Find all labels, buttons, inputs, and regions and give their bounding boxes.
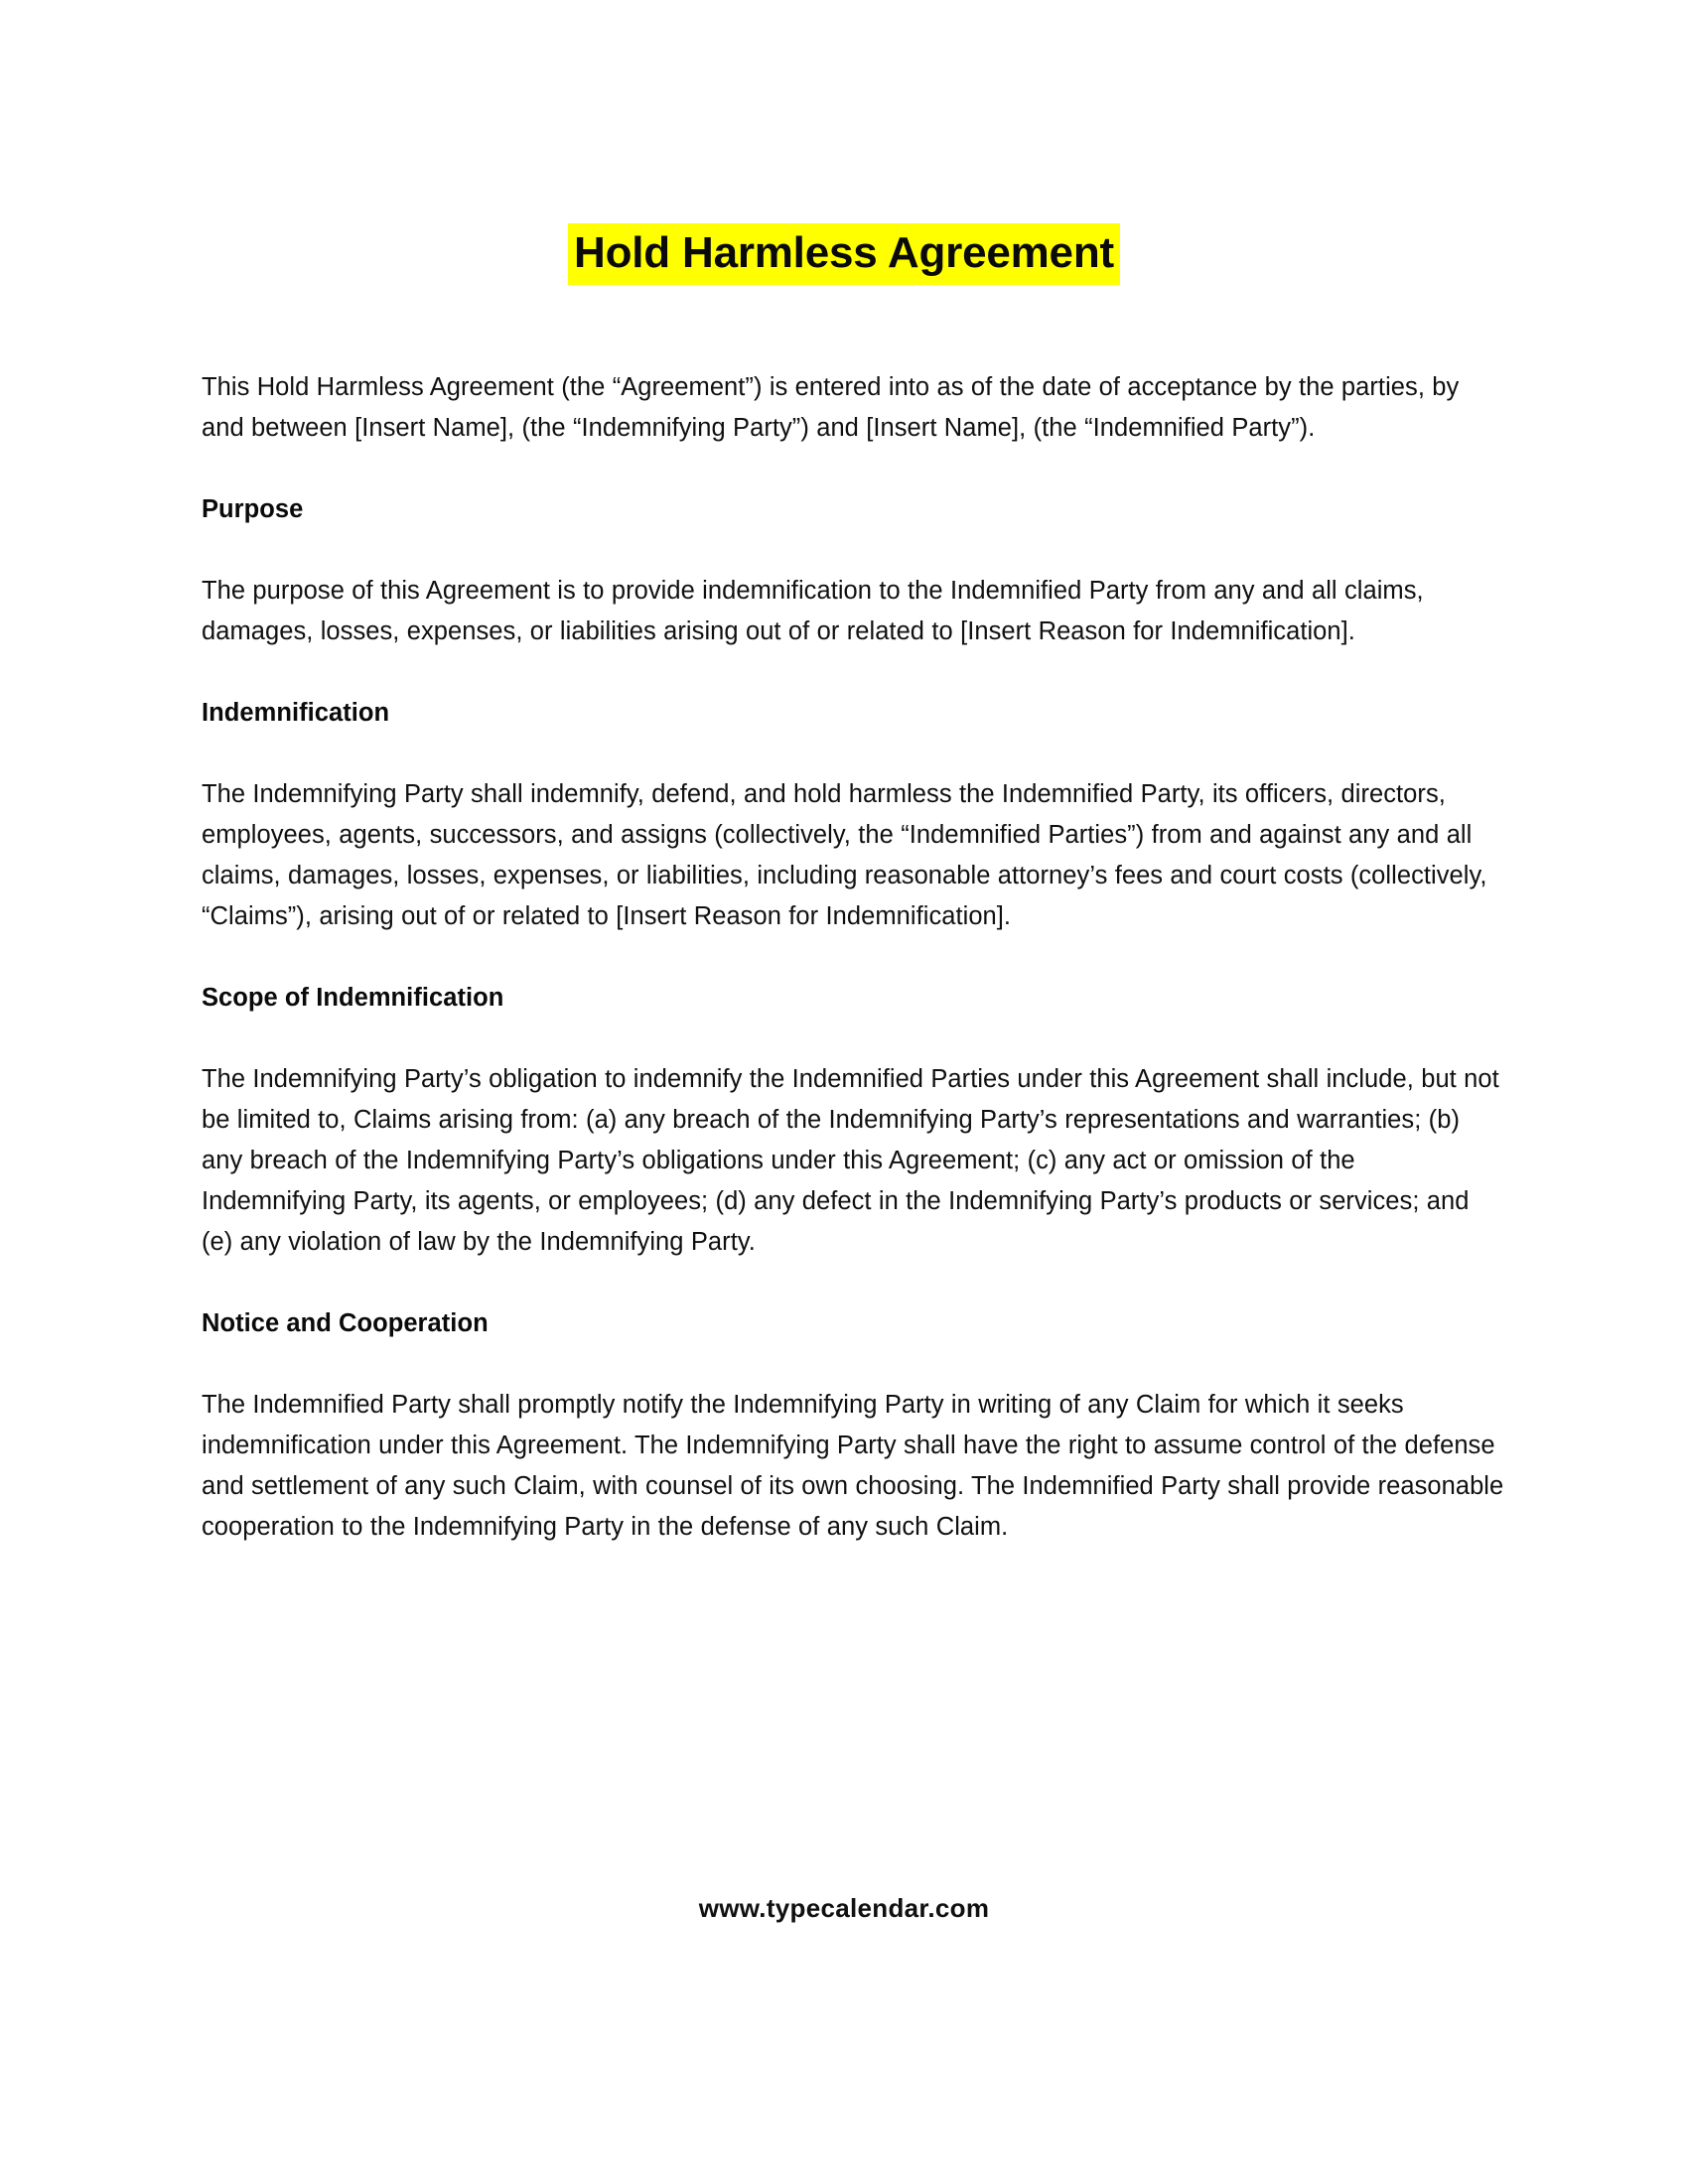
heading-spacer [202, 1019, 1504, 1059]
document-footer [0, 1891, 1688, 1925]
paragraph-spacer [202, 449, 1504, 489]
section-paragraph-scope-of-indemnification: The Indemnifying Party’s obligation to indemnify the Indemnified Parties under this Agreement shall include, but not be limited to, Claims arising from: (a) any breach of the Indemnifying Party’s representations and warranties; (b) any breach of the Indemnifying Party’s obligations under this Agreement; (c) any act or omission of the Indemnifying Party, its agents, or employees; (d) any defect in the Indemnifying Party’s products or services; and (e) any violation of law by the Indemnifying Party. [202, 1065, 1499, 1256]
paragraph-spacer [202, 1263, 1504, 1303]
intro-paragraph: This Hold Harmless Agreement (the “Agreement”) is entered into as of the date of acceptance by the parties, by and between [Insert Name], (the “Indemnifying Party”) and [Insert Name], (the “Indemnified Party”). [202, 373, 1460, 442]
section-heading-purpose: Purpose [202, 495, 304, 523]
page-title: Hold Harmless Agreement [568, 223, 1120, 285]
paragraph-spacer [202, 937, 1504, 978]
document-body [202, 367, 1504, 1548]
heading-spacer [202, 530, 1504, 571]
section-paragraph-indemnification: The Indemnifying Party shall indemnify, defend, and hold harmless the Indemnified Party, its officers, directors, employees, agents, successors, and assigns (collectively, the “Indemnified Parties”) from and against any and all claims, damages, losses, expenses, or liabilities, including reasonable attorney’s fees and court costs (collectively, “Claims”), arising out of or related to [Insert Reason for Indemnification]. [202, 780, 1487, 930]
section-heading-scope-of-indemnification: Scope of Indemnification [202, 984, 504, 1012]
paragraph-spacer [202, 652, 1504, 693]
section-heading-notice-and-cooperation: Notice and Cooperation [202, 1309, 489, 1337]
document-title-container [0, 195, 1688, 315]
section-heading-indemnification: Indemnification [202, 699, 390, 727]
heading-spacer [202, 1344, 1504, 1385]
section-paragraph-purpose: The purpose of this Agreement is to provide indemnification to the Indemnified Party from any and all claims, damages, losses, expenses, or liabilities arising out of or related to [Insert Reason for Indemnification]. [202, 577, 1424, 645]
footer-website: www.typecalendar.com [698, 1893, 990, 1923]
heading-spacer [202, 734, 1504, 774]
section-paragraph-notice-and-cooperation: The Indemnified Party shall promptly notify the Indemnifying Party in writing of any Claim for which it seeks indemnification under this Agreement. The Indemnifying Party shall have the right to assume control of the defense and settlement of any such Claim, with counsel of its own choosing. The Indemnified Party shall provide reasonable cooperation to the Indemnifying Party in the defense of any such Claim. [202, 1391, 1504, 1541]
